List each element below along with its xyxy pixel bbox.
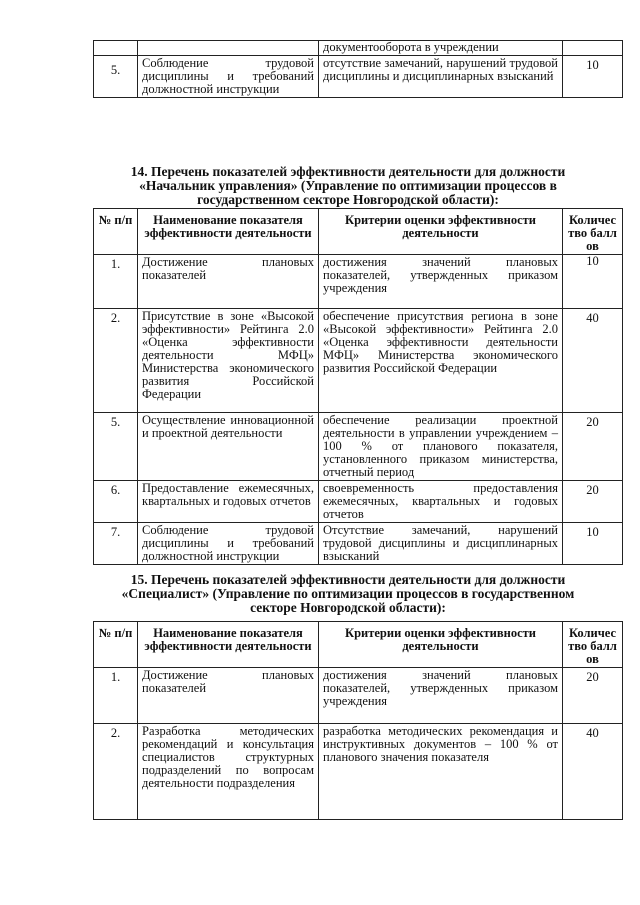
row-number: 1. — [94, 255, 138, 309]
continuation-table — [93, 40, 623, 98]
points-value: 40 — [563, 724, 623, 820]
indicator-name: Присутствие в зоне «Высокой эффективности» Рейтинга 2.0 «Оценка эффективности деятельности МФЦ» Министерства экономического развития Российской Федерации — [138, 309, 319, 413]
header-criteria: Критерии оценки эффективности деятельности — [319, 209, 563, 255]
indicator-name: Соблюдение трудовой дисциплины и требований должностной инструкции — [138, 56, 319, 98]
row-number: 7. — [94, 523, 138, 565]
section-15-heading: 15. Перечень показателей эффективности деятельности для должности «Специалист» (Управление по оптимизации процессов в государственном секторе Новгородской области): — [121, 572, 575, 615]
points-value: 10 — [563, 523, 623, 565]
table-row — [94, 481, 623, 523]
indicator-name: Осуществление инновационной и проектной деятельности — [138, 413, 319, 481]
table-row — [94, 309, 623, 413]
header-indicator-name: Наименование показателя эффективности деятельности — [138, 622, 319, 668]
header-number: № п/п — [94, 209, 138, 255]
indicator-name — [138, 41, 319, 56]
table-header-row — [94, 622, 623, 668]
table-row — [94, 668, 623, 724]
evaluation-criteria: документооборота в учреждении — [319, 41, 563, 56]
points-value: 40 — [563, 309, 623, 413]
indicator-name: Предоставление ежемесячных, квартальных и годовых отчетов — [138, 481, 319, 523]
indicator-name: Достижение плановых показателей — [138, 668, 319, 724]
points-value: 10 — [563, 56, 623, 98]
table-row — [94, 41, 623, 56]
section-14-table — [93, 208, 623, 565]
table-row — [94, 724, 623, 820]
table-row — [94, 56, 623, 98]
header-indicator-name: Наименование показателя эффективности деятельности — [138, 209, 319, 255]
row-number — [94, 41, 138, 56]
table-header-row — [94, 209, 623, 255]
table-row — [94, 523, 623, 565]
evaluation-criteria: обеспечение присутствия региона в зоне «Высокой эффективности» Рейтинга 2.0 «Оценка эффективности деятельности МФЦ» Министерства экономического развития Российской Федерации — [319, 309, 563, 413]
row-number: 2. — [94, 309, 138, 413]
row-number: 2. — [94, 724, 138, 820]
table-row — [94, 413, 623, 481]
section-14-heading: 14. Перечень показателей эффективности деятельности для должности «Начальник управления» (Управление по оптимизации процессов в государственном секторе Новгородской области): — [130, 164, 566, 207]
indicator-name: Соблюдение трудовой дисциплины и требований должностной инструкции — [138, 523, 319, 565]
evaluation-criteria: отсутствие замечаний, нарушений трудовой дисциплины и дисциплинарных взысканий — [319, 56, 563, 98]
points-value — [563, 41, 623, 56]
row-number: 5. — [94, 56, 138, 98]
evaluation-criteria: обеспечение реализации проектной деятельности в управлении учреждением – 100 % от планового показателя, установленного приказом министерства, отчетный период — [319, 413, 563, 481]
row-number: 5. — [94, 413, 138, 481]
header-criteria: Критерии оценки эффективности деятельности — [319, 622, 563, 668]
points-value: 20 — [563, 481, 623, 523]
evaluation-criteria: Отсутствие замечаний, нарушений трудовой дисциплины и дисциплинарных взысканий — [319, 523, 563, 565]
indicator-name: Разработка методических рекомендаций и консультация специалистов структурных подразделений по вопросам деятельности подразделения — [138, 724, 319, 820]
evaluation-criteria: разработка методических рекомендация и инструктивных документов – 100 % от планового значения показателя — [319, 724, 563, 820]
points-value: 10 — [563, 255, 623, 309]
points-value: 20 — [563, 668, 623, 724]
row-number: 1. — [94, 668, 138, 724]
table-row — [94, 255, 623, 309]
indicator-name: Достижение плановых показателей — [138, 255, 319, 309]
evaluation-criteria: достижения значений плановых показателей, утвержденных приказом учреждения — [319, 255, 563, 309]
header-points: Количество баллов — [563, 209, 623, 255]
header-number: № п/п — [94, 622, 138, 668]
evaluation-criteria: своевременность предоставления ежемесячных, квартальных и годовых отчетов — [319, 481, 563, 523]
evaluation-criteria: достижения значений плановых показателей, утвержденных приказом учреждения — [319, 668, 563, 724]
section-15-table — [93, 621, 623, 820]
header-points: Количество баллов — [563, 622, 623, 668]
points-value: 20 — [563, 413, 623, 481]
row-number: 6. — [94, 481, 138, 523]
